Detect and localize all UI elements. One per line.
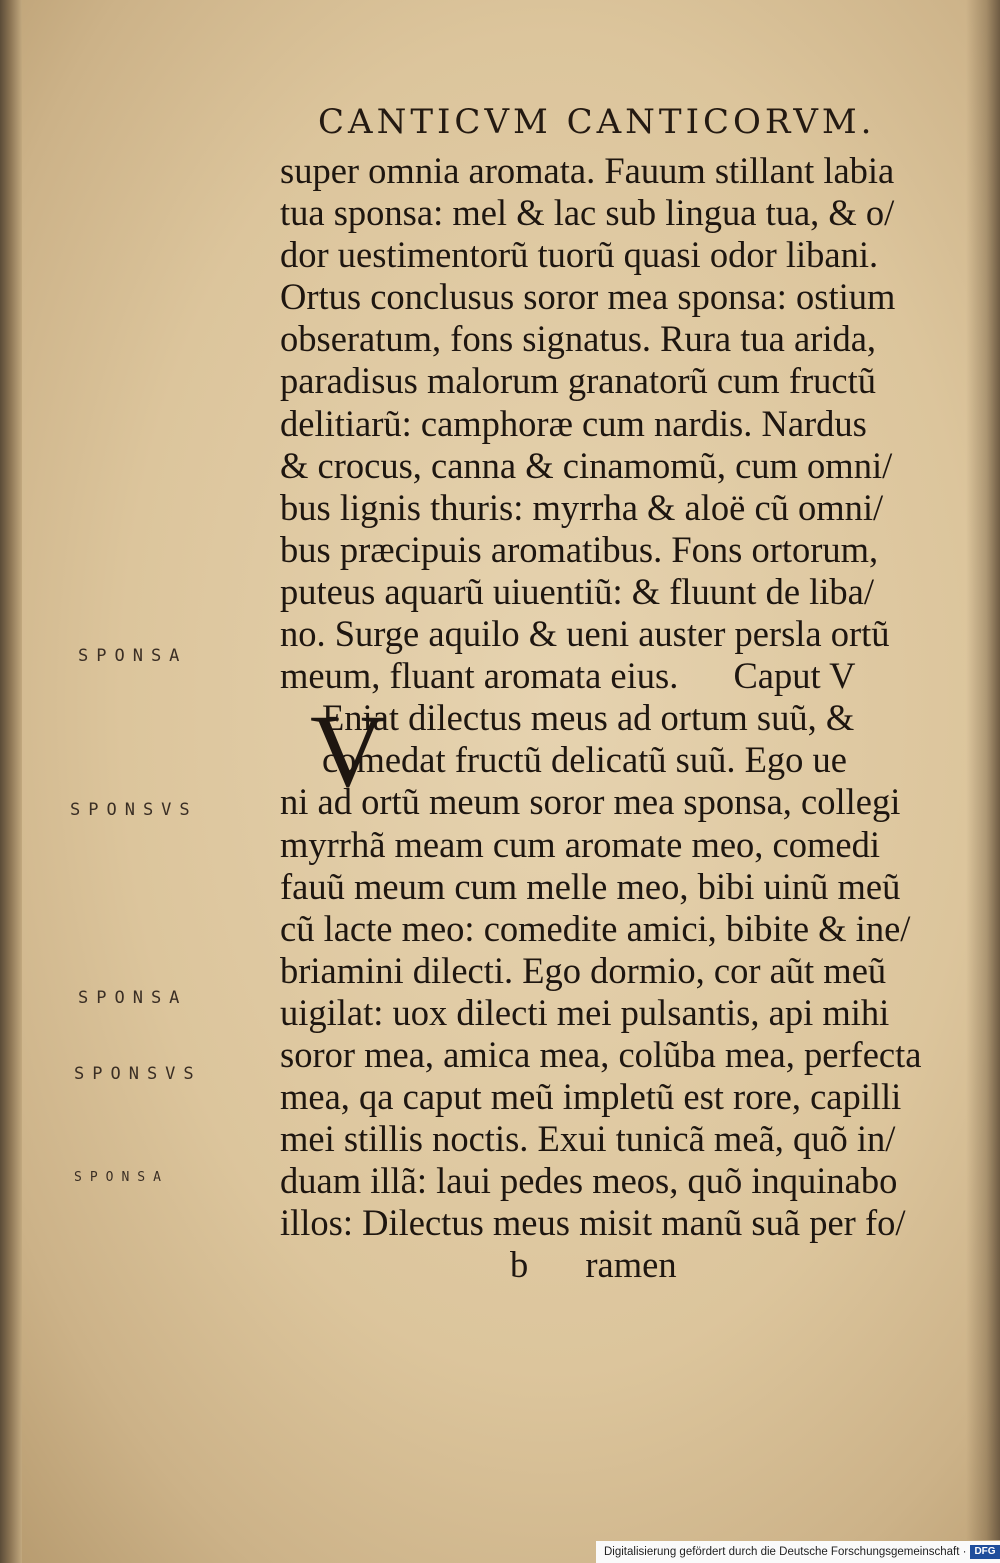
footer-text: Digitalisierung gefördert durch die Deutsche Forschungsgemeinschaft ·	[604, 1546, 967, 1558]
text-line: comedat fructũ delicatũ suũ. Ego ue	[322, 739, 848, 781]
text-line: no. Surge aquilo & ueni auster persla ortũ	[280, 613, 890, 655]
page-edge-shadow	[966, 0, 1000, 1540]
text-line-content: meum, fluant aromata eius.	[280, 655, 679, 697]
margin-note-sponsus: SPONSVS	[70, 800, 198, 820]
digitization-footer	[596, 1541, 1000, 1563]
drop-cap: V	[310, 694, 386, 809]
text-line: puteus aquarũ uiuentiũ: & fluunt de liba/	[280, 570, 875, 612]
text-line: fauũ meum cum melle meo, bibi uinũ meũ	[280, 865, 901, 907]
catchword: ramen	[585, 1244, 677, 1286]
text-line: mei stillis noctis. Exui tunicã meã, quõ in/	[280, 1118, 896, 1160]
text-line: Ortus conclusus soror mea sponsa: ostium	[280, 276, 896, 318]
text-line: dor uestimentorũ tuorũ quasi odor libani.	[280, 234, 879, 276]
text-line: ni ad ortũ meum soror mea sponsa, collegi	[280, 781, 901, 823]
text-line: Eniat dilectus meus ad ortum suũ, &	[322, 697, 855, 739]
text-line: tua sponsa: mel & lac sub lingua tua, & o/	[280, 192, 895, 234]
text-line: bus præcipuis aromatibus. Fons ortorum,	[280, 528, 879, 570]
signature-line	[280, 1244, 950, 1286]
dfg-logo-badge: DFG	[970, 1545, 999, 1559]
text-line: duam illã: laui pedes meos, quõ inquinabo	[280, 1160, 898, 1202]
running-title: CANTICVM CANTICORVM.	[318, 102, 876, 142]
text-line: delitiarũ: camphoræ cum nardis. Nardus	[280, 402, 867, 444]
text-line: soror mea, amica mea, colũba mea, perfecta	[280, 1033, 922, 1075]
text-line: briamini dilecti. Ego dormio, cor aũt meũ	[280, 949, 887, 991]
text-line: mea, qa caput meũ impletũ est rore, capilli	[280, 1076, 902, 1118]
margin-note-sponsa: SPONSA	[74, 1170, 169, 1185]
signature-mark: b	[510, 1244, 529, 1286]
text-line: & crocus, canna & cinamomũ, cum omni/	[280, 444, 893, 486]
text-line: bus lignis thuris: myrrha & aloë cũ omni/	[280, 486, 884, 528]
text-line: uigilat: uox dilecti mei pulsantis, api mihi	[280, 991, 890, 1033]
text-line: obseratum, fons signatus. Rura tua arida,	[280, 318, 877, 360]
text-line: paradisus malorum granatorũ cum fructũ	[280, 360, 876, 402]
margin-note-sponsa: SPONSA	[78, 988, 188, 1008]
margin-note-sponsa: SPONSA	[78, 646, 188, 666]
text-line	[280, 655, 950, 697]
text-line: illos: Dilectus meus misit manũ suã per fo/	[280, 1202, 906, 1244]
chapter-label: Caput V	[733, 655, 856, 697]
text-line: myrrhã meam cum aromate meo, comedi	[280, 823, 880, 865]
margin-note-sponsus: SPONSVS	[74, 1064, 202, 1084]
text-line: super omnia aromata. Fauum stillant labia	[280, 150, 895, 191]
book-gutter	[0, 0, 22, 1563]
text-line: cũ lacte meo: comedite amici, bibite & ine/	[280, 907, 911, 949]
